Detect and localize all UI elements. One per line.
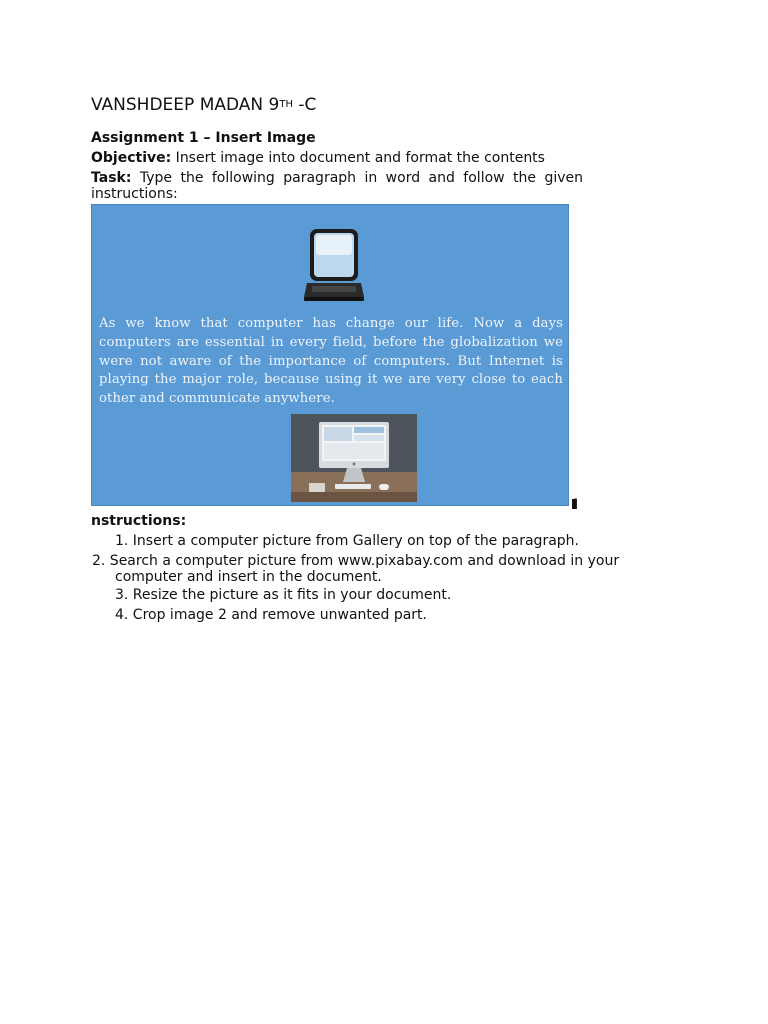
instruction-item: 4. Crop image 2 and remove unwanted part. <box>115 607 427 623</box>
objective-text: Insert image into document and format the contents <box>171 150 545 166</box>
objective-label: Objective: <box>91 150 172 166</box>
section-label: -C <box>293 95 317 115</box>
student-name: VANSHDEEP MADAN 9 <box>91 95 280 115</box>
instructions-heading <box>91 497 579 529</box>
assignment-title: Assignment 1 – Insert Image <box>91 130 316 146</box>
desktop-computer-photo <box>291 414 417 502</box>
objective-line <box>91 150 545 167</box>
task-label: Task: <box>91 170 132 186</box>
laptop-icon <box>304 227 364 303</box>
instruction-item: 1. Insert a computer picture from Gallery on top of the paragraph. <box>115 533 579 549</box>
instruction-item-continued: computer and insert in the document. <box>115 569 382 585</box>
instructions-heading-text: nstructions: <box>91 513 187 529</box>
inserted-image-figure[interactable] <box>91 204 569 506</box>
task-text: Type the following paragraph in word and follow the given <box>131 170 583 186</box>
grade-superscript: TH <box>279 99 293 110</box>
instructions-first-letter: I <box>573 497 579 513</box>
instruction-item: 2. Search a computer picture from www.pixabay.com and download in your <box>92 553 620 569</box>
task-text-continued: instructions: <box>91 186 178 202</box>
instruction-item: 3. Resize the picture as it fits in your document. <box>115 587 452 603</box>
figure-paragraph: As we know that computer has change our life. Now a days computers are essential in every field, before the globalization we were not aware of the importance of computers. But Internet is playing the major role, because using it we are very close to each other and communicate anywhere. <box>99 316 563 407</box>
student-name-heading <box>91 95 316 115</box>
task-line <box>91 170 583 186</box>
